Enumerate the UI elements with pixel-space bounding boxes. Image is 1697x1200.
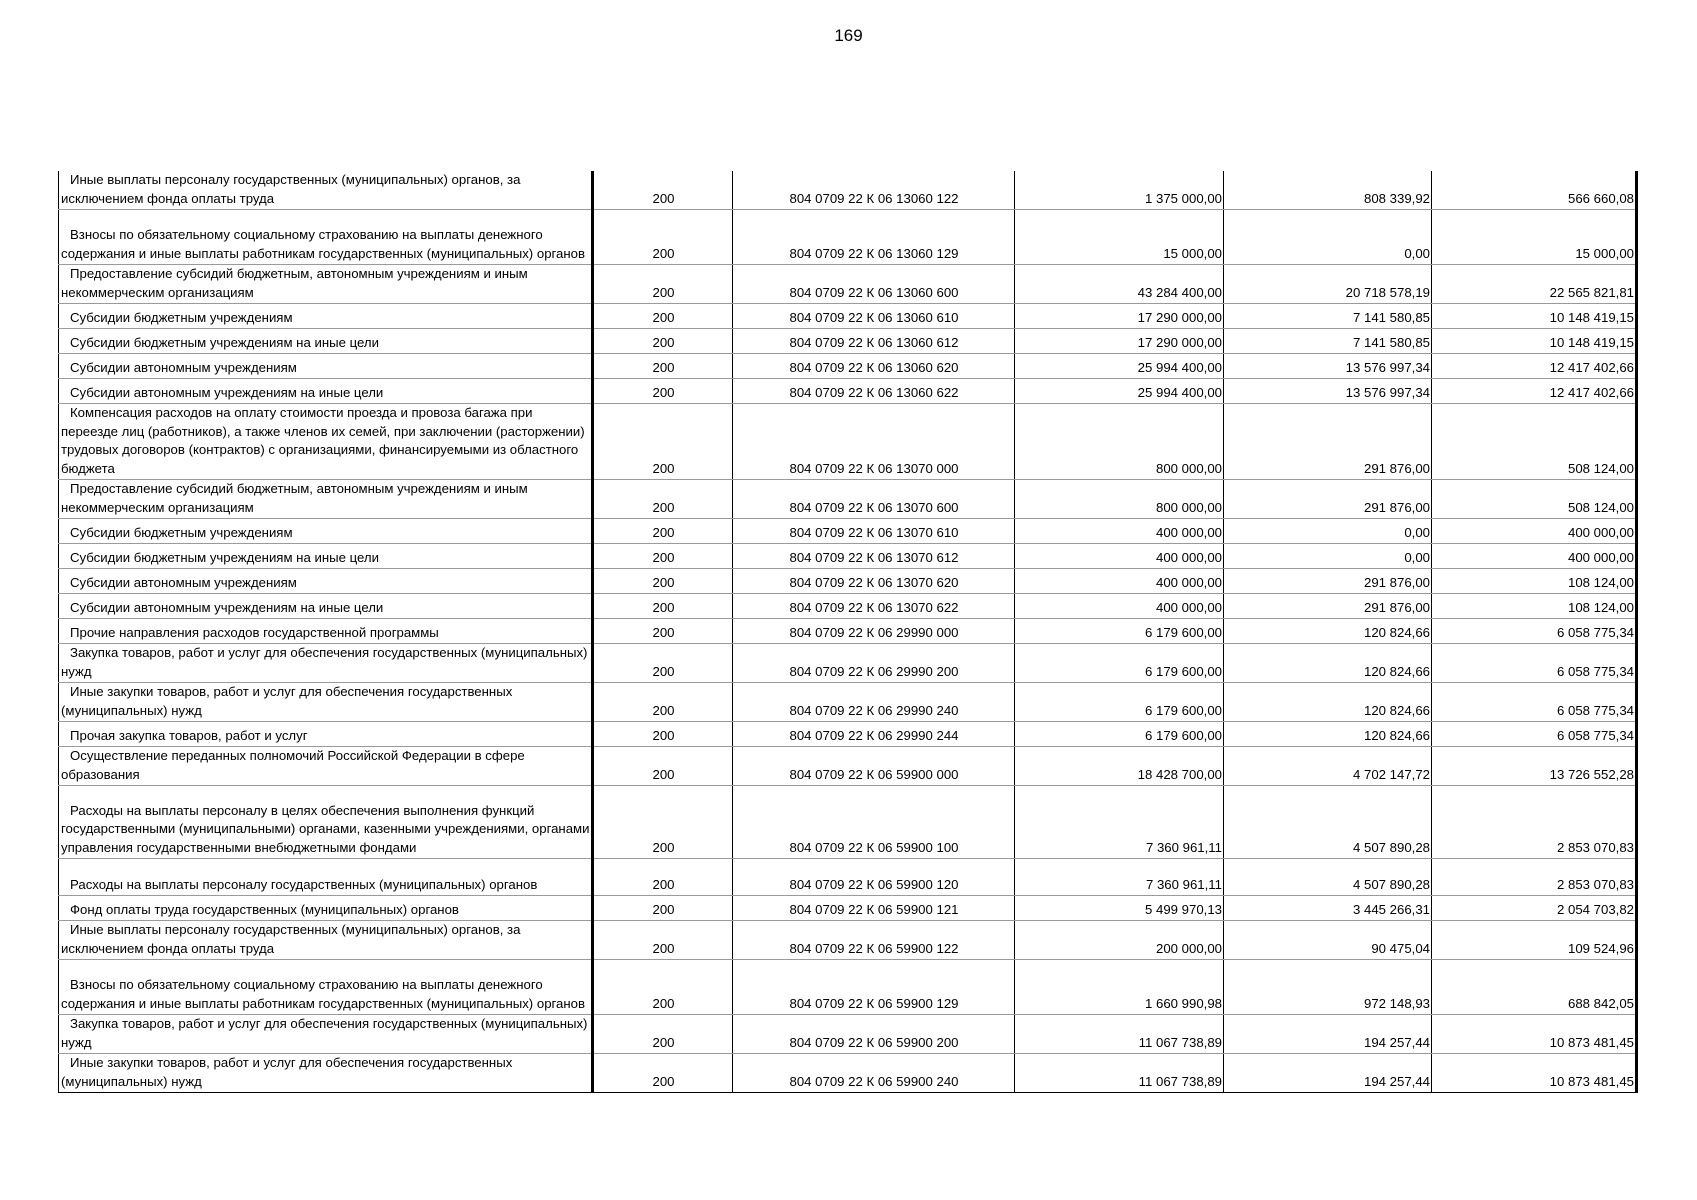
expense-name-cell bbox=[59, 644, 593, 683]
executed-amount-cell: 120 824,66 bbox=[1224, 619, 1432, 644]
unexecuted-amount-cell: 2 853 070,83 bbox=[1432, 786, 1637, 859]
expense-name-text: Иные закупки товаров, работ и услуг для обеспечения государственных (муниципальных) нужд bbox=[61, 684, 513, 718]
expense-name-text: Прочая закупка товаров, работ и услуг bbox=[70, 727, 308, 743]
budget-code-cell: 200 bbox=[593, 329, 733, 354]
classification-code-cell: 804 0709 22 К 06 13070 000 bbox=[733, 404, 1015, 480]
expense-name-text: Предоставление субсидий бюджетным, автономным учреждениям и иным некоммерческим организациям bbox=[61, 266, 528, 300]
expense-name-text: Расходы на выплаты персоналу государственных (муниципальных) органов bbox=[70, 876, 538, 892]
expense-name-cell bbox=[59, 859, 593, 896]
expense-name-cell bbox=[59, 354, 593, 379]
table-row bbox=[59, 619, 1637, 644]
budget-code-cell: 200 bbox=[593, 683, 733, 722]
classification-code-cell: 804 0709 22 К 06 29990 244 bbox=[733, 722, 1015, 747]
unexecuted-amount-cell: 108 124,00 bbox=[1432, 569, 1637, 594]
table-row bbox=[59, 722, 1637, 747]
budget-code-cell: 200 bbox=[593, 354, 733, 379]
classification-code-cell: 804 0709 22 К 06 59900 200 bbox=[733, 1015, 1015, 1054]
unexecuted-amount-cell: 108 124,00 bbox=[1432, 594, 1637, 619]
approved-amount-cell: 1 660 990,98 bbox=[1015, 960, 1224, 1015]
expense-name-text: Компенсация расходов на оплату стоимости проезда и провоза багажа при переезде лиц (работников), а также членов их семей, при заключении (расторжении) трудовых договоров (контрактов) с организациями, финансируемыми из областного бюджета bbox=[61, 405, 585, 476]
expense-name-cell bbox=[59, 960, 593, 1015]
table-row bbox=[59, 921, 1637, 960]
budget-code-cell: 200 bbox=[593, 1054, 733, 1093]
expense-name-cell bbox=[59, 544, 593, 569]
expense-name-cell bbox=[59, 519, 593, 544]
expense-name-text: Иные выплаты персоналу государственных (муниципальных) органов, за исключением фонда оплаты труда bbox=[61, 922, 521, 956]
approved-amount-cell: 400 000,00 bbox=[1015, 544, 1224, 569]
expense-name-text: Субсидии автономным учреждениям bbox=[70, 359, 297, 375]
executed-amount-cell: 0,00 bbox=[1224, 210, 1432, 265]
expense-name-cell bbox=[59, 619, 593, 644]
table-row bbox=[59, 519, 1637, 544]
approved-amount-cell: 7 360 961,11 bbox=[1015, 859, 1224, 896]
table-row bbox=[59, 210, 1637, 265]
unexecuted-amount-cell: 508 124,00 bbox=[1432, 404, 1637, 480]
budget-code-cell: 200 bbox=[593, 171, 733, 210]
expense-name-text: Субсидии автономным учреждениям на иные цели bbox=[70, 384, 384, 400]
table-row bbox=[59, 544, 1637, 569]
approved-amount-cell: 15 000,00 bbox=[1015, 210, 1224, 265]
executed-amount-cell: 0,00 bbox=[1224, 544, 1432, 569]
approved-amount-cell: 400 000,00 bbox=[1015, 569, 1224, 594]
expense-name-cell bbox=[59, 1015, 593, 1054]
expense-name-cell bbox=[59, 265, 593, 304]
budget-code-cell: 200 bbox=[593, 747, 733, 786]
approved-amount-cell: 6 179 600,00 bbox=[1015, 644, 1224, 683]
classification-code-cell: 804 0709 22 К 06 59900 100 bbox=[733, 786, 1015, 859]
approved-amount-cell: 5 499 970,13 bbox=[1015, 896, 1224, 921]
unexecuted-amount-cell: 400 000,00 bbox=[1432, 544, 1637, 569]
expense-name-cell bbox=[59, 404, 593, 480]
budget-code-cell: 200 bbox=[593, 544, 733, 569]
classification-code-cell: 804 0709 22 К 06 59900 240 bbox=[733, 1054, 1015, 1093]
expense-name-text: Иные закупки товаров, работ и услуг для обеспечения государственных (муниципальных) нужд bbox=[61, 1055, 513, 1089]
approved-amount-cell: 6 179 600,00 bbox=[1015, 619, 1224, 644]
approved-amount-cell: 800 000,00 bbox=[1015, 404, 1224, 480]
expense-name-cell bbox=[59, 594, 593, 619]
classification-code-cell: 804 0709 22 К 06 13060 600 bbox=[733, 265, 1015, 304]
approved-amount-cell: 18 428 700,00 bbox=[1015, 747, 1224, 786]
executed-amount-cell: 13 576 997,34 bbox=[1224, 354, 1432, 379]
budget-code-cell: 200 bbox=[593, 619, 733, 644]
table-row bbox=[59, 354, 1637, 379]
executed-amount-cell: 4 507 890,28 bbox=[1224, 859, 1432, 896]
unexecuted-amount-cell: 566 660,08 bbox=[1432, 171, 1637, 210]
budget-code-cell: 200 bbox=[593, 379, 733, 404]
classification-code-cell: 804 0709 22 К 06 13060 612 bbox=[733, 329, 1015, 354]
executed-amount-cell: 291 876,00 bbox=[1224, 594, 1432, 619]
table-row bbox=[59, 1054, 1637, 1093]
unexecuted-amount-cell: 400 000,00 bbox=[1432, 519, 1637, 544]
unexecuted-amount-cell: 688 842,05 bbox=[1432, 960, 1637, 1015]
budget-code-cell: 200 bbox=[593, 480, 733, 519]
expense-name-cell bbox=[59, 1054, 593, 1093]
table-row bbox=[59, 171, 1637, 210]
executed-amount-cell: 7 141 580,85 bbox=[1224, 304, 1432, 329]
executed-amount-cell: 291 876,00 bbox=[1224, 569, 1432, 594]
table-row bbox=[59, 1015, 1637, 1054]
approved-amount-cell: 43 284 400,00 bbox=[1015, 265, 1224, 304]
expense-name-cell bbox=[59, 480, 593, 519]
approved-amount-cell: 7 360 961,11 bbox=[1015, 786, 1224, 859]
budget-code-cell: 200 bbox=[593, 859, 733, 896]
executed-amount-cell: 194 257,44 bbox=[1224, 1054, 1432, 1093]
table-row bbox=[59, 480, 1637, 519]
table-row bbox=[59, 859, 1637, 896]
budget-code-cell: 200 bbox=[593, 265, 733, 304]
approved-amount-cell: 800 000,00 bbox=[1015, 480, 1224, 519]
classification-code-cell: 804 0709 22 К 06 13060 622 bbox=[733, 379, 1015, 404]
unexecuted-amount-cell: 10 873 481,45 bbox=[1432, 1054, 1637, 1093]
unexecuted-amount-cell: 2 054 703,82 bbox=[1432, 896, 1637, 921]
executed-amount-cell: 0,00 bbox=[1224, 519, 1432, 544]
classification-code-cell: 804 0709 22 К 06 59900 120 bbox=[733, 859, 1015, 896]
expense-name-cell bbox=[59, 722, 593, 747]
budget-code-cell: 200 bbox=[593, 594, 733, 619]
budget-code-cell: 200 bbox=[593, 569, 733, 594]
unexecuted-amount-cell: 6 058 775,34 bbox=[1432, 644, 1637, 683]
classification-code-cell: 804 0709 22 К 06 13060 610 bbox=[733, 304, 1015, 329]
unexecuted-amount-cell: 12 417 402,66 bbox=[1432, 354, 1637, 379]
approved-amount-cell: 11 067 738,89 bbox=[1015, 1015, 1224, 1054]
expense-name-text: Субсидии бюджетным учреждениям на иные цели bbox=[70, 334, 379, 350]
classification-code-cell: 804 0709 22 К 06 59900 000 bbox=[733, 747, 1015, 786]
table-row bbox=[59, 569, 1637, 594]
table-row bbox=[59, 644, 1637, 683]
budget-code-cell: 200 bbox=[593, 519, 733, 544]
unexecuted-amount-cell: 10 873 481,45 bbox=[1432, 1015, 1637, 1054]
executed-amount-cell: 291 876,00 bbox=[1224, 480, 1432, 519]
classification-code-cell: 804 0709 22 К 06 13060 122 bbox=[733, 171, 1015, 210]
table-row bbox=[59, 304, 1637, 329]
expense-name-text: Субсидии бюджетным учреждениям на иные цели bbox=[70, 549, 379, 565]
approved-amount-cell: 6 179 600,00 bbox=[1015, 683, 1224, 722]
classification-code-cell: 804 0709 22 К 06 59900 121 bbox=[733, 896, 1015, 921]
expense-name-cell bbox=[59, 896, 593, 921]
unexecuted-amount-cell: 10 148 419,15 bbox=[1432, 329, 1637, 354]
approved-amount-cell: 6 179 600,00 bbox=[1015, 722, 1224, 747]
classification-code-cell: 804 0709 22 К 06 13070 600 bbox=[733, 480, 1015, 519]
classification-code-cell: 804 0709 22 К 06 13070 610 bbox=[733, 519, 1015, 544]
table-row bbox=[59, 896, 1637, 921]
unexecuted-amount-cell: 12 417 402,66 bbox=[1432, 379, 1637, 404]
executed-amount-cell: 194 257,44 bbox=[1224, 1015, 1432, 1054]
table-row bbox=[59, 404, 1637, 480]
classification-code-cell: 804 0709 22 К 06 59900 122 bbox=[733, 921, 1015, 960]
expense-name-text: Расходы на выплаты персоналу в целях обеспечения выполнения функций государственными (муниципальными) органами, казенными учреждениями, органами управления государственными внебюджетными фондами bbox=[61, 802, 590, 855]
budget-code-cell: 200 bbox=[593, 722, 733, 747]
approved-amount-cell: 200 000,00 bbox=[1015, 921, 1224, 960]
page-number: 169 bbox=[834, 26, 863, 45]
approved-amount-cell: 17 290 000,00 bbox=[1015, 304, 1224, 329]
expense-name-text: Закупка товаров, работ и услуг для обеспечения государственных (муниципальных) нужд bbox=[61, 645, 588, 679]
unexecuted-amount-cell: 13 726 552,28 bbox=[1432, 747, 1637, 786]
budget-code-cell: 200 bbox=[593, 786, 733, 859]
expense-name-text: Взносы по обязательному социальному страхованию на выплаты денежного содержания и иные выплаты работникам государственных (муниципальных) органов bbox=[61, 227, 586, 261]
budget-execution-table bbox=[58, 171, 1638, 1093]
executed-amount-cell: 808 339,92 bbox=[1224, 171, 1432, 210]
approved-amount-cell: 400 000,00 bbox=[1015, 594, 1224, 619]
expense-name-text: Прочие направления расходов государственной программы bbox=[70, 624, 439, 640]
executed-amount-cell: 20 718 578,19 bbox=[1224, 265, 1432, 304]
executed-amount-cell: 7 141 580,85 bbox=[1224, 329, 1432, 354]
classification-code-cell: 804 0709 22 К 06 13070 622 bbox=[733, 594, 1015, 619]
unexecuted-amount-cell: 109 524,96 bbox=[1432, 921, 1637, 960]
unexecuted-amount-cell: 6 058 775,34 bbox=[1432, 722, 1637, 747]
expense-name-cell bbox=[59, 786, 593, 859]
table-row bbox=[59, 329, 1637, 354]
approved-amount-cell: 17 290 000,00 bbox=[1015, 329, 1224, 354]
budget-code-cell: 200 bbox=[593, 960, 733, 1015]
table-row bbox=[59, 747, 1637, 786]
table-row bbox=[59, 379, 1637, 404]
classification-code-cell: 804 0709 22 К 06 59900 129 bbox=[733, 960, 1015, 1015]
budget-code-cell: 200 bbox=[593, 921, 733, 960]
expense-name-cell bbox=[59, 747, 593, 786]
executed-amount-cell: 13 576 997,34 bbox=[1224, 379, 1432, 404]
budget-code-cell: 200 bbox=[593, 1015, 733, 1054]
table-row bbox=[59, 265, 1637, 304]
classification-code-cell: 804 0709 22 К 06 29990 200 bbox=[733, 644, 1015, 683]
approved-amount-cell: 11 067 738,89 bbox=[1015, 1054, 1224, 1093]
budget-code-cell: 200 bbox=[593, 210, 733, 265]
approved-amount-cell: 1 375 000,00 bbox=[1015, 171, 1224, 210]
table-row bbox=[59, 594, 1637, 619]
executed-amount-cell: 120 824,66 bbox=[1224, 644, 1432, 683]
expense-name-text: Субсидии бюджетным учреждениям bbox=[70, 524, 293, 540]
classification-code-cell: 804 0709 22 К 06 13070 612 bbox=[733, 544, 1015, 569]
table-row bbox=[59, 786, 1637, 859]
budget-code-cell: 200 bbox=[593, 304, 733, 329]
expense-name-text: Взносы по обязательному социальному страхованию на выплаты денежного содержания и иные выплаты работникам государственных (муниципальных) органов bbox=[61, 977, 586, 1011]
unexecuted-amount-cell: 6 058 775,34 bbox=[1432, 683, 1637, 722]
unexecuted-amount-cell: 508 124,00 bbox=[1432, 480, 1637, 519]
executed-amount-cell: 120 824,66 bbox=[1224, 683, 1432, 722]
executed-amount-cell: 3 445 266,31 bbox=[1224, 896, 1432, 921]
expense-name-cell bbox=[59, 379, 593, 404]
approved-amount-cell: 400 000,00 bbox=[1015, 519, 1224, 544]
approved-amount-cell: 25 994 400,00 bbox=[1015, 354, 1224, 379]
approved-amount-cell: 25 994 400,00 bbox=[1015, 379, 1224, 404]
expense-name-text: Закупка товаров, работ и услуг для обеспечения государственных (муниципальных) нужд bbox=[61, 1016, 588, 1050]
expense-name-cell bbox=[59, 329, 593, 354]
unexecuted-amount-cell: 6 058 775,34 bbox=[1432, 619, 1637, 644]
expense-name-text: Предоставление субсидий бюджетным, автономным учреждениям и иным некоммерческим организациям bbox=[61, 481, 528, 515]
executed-amount-cell: 4 702 147,72 bbox=[1224, 747, 1432, 786]
unexecuted-amount-cell: 22 565 821,81 bbox=[1432, 265, 1637, 304]
classification-code-cell: 804 0709 22 К 06 29990 240 bbox=[733, 683, 1015, 722]
executed-amount-cell: 972 148,93 bbox=[1224, 960, 1432, 1015]
classification-code-cell: 804 0709 22 К 06 13060 129 bbox=[733, 210, 1015, 265]
classification-code-cell: 804 0709 22 К 06 13060 620 bbox=[733, 354, 1015, 379]
expense-name-text: Субсидии автономным учреждениям bbox=[70, 574, 297, 590]
unexecuted-amount-cell: 15 000,00 bbox=[1432, 210, 1637, 265]
expense-name-cell bbox=[59, 304, 593, 329]
unexecuted-amount-cell: 2 853 070,83 bbox=[1432, 859, 1637, 896]
executed-amount-cell: 291 876,00 bbox=[1224, 404, 1432, 480]
expense-name-cell bbox=[59, 210, 593, 265]
budget-code-cell: 200 bbox=[593, 644, 733, 683]
table-row bbox=[59, 683, 1637, 722]
executed-amount-cell: 90 475,04 bbox=[1224, 921, 1432, 960]
expense-name-text: Субсидии автономным учреждениям на иные цели bbox=[70, 599, 384, 615]
table-row bbox=[59, 960, 1637, 1015]
classification-code-cell: 804 0709 22 К 06 29990 000 bbox=[733, 619, 1015, 644]
budget-code-cell: 200 bbox=[593, 404, 733, 480]
expense-name-cell bbox=[59, 683, 593, 722]
expense-name-cell bbox=[59, 921, 593, 960]
executed-amount-cell: 120 824,66 bbox=[1224, 722, 1432, 747]
classification-code-cell: 804 0709 22 К 06 13070 620 bbox=[733, 569, 1015, 594]
expense-name-cell bbox=[59, 569, 593, 594]
expense-name-text: Фонд оплаты труда государственных (муниципальных) органов bbox=[70, 901, 459, 917]
expense-name-text: Осуществление переданных полномочий Российской Федерации в сфере образования bbox=[61, 748, 525, 782]
expense-name-cell bbox=[59, 171, 593, 210]
expense-name-text: Иные выплаты персоналу государственных (муниципальных) органов, за исключением фонда оплаты труда bbox=[61, 172, 521, 206]
unexecuted-amount-cell: 10 148 419,15 bbox=[1432, 304, 1637, 329]
budget-code-cell: 200 bbox=[593, 896, 733, 921]
executed-amount-cell: 4 507 890,28 bbox=[1224, 786, 1432, 859]
expense-name-text: Субсидии бюджетным учреждениям bbox=[70, 309, 293, 325]
